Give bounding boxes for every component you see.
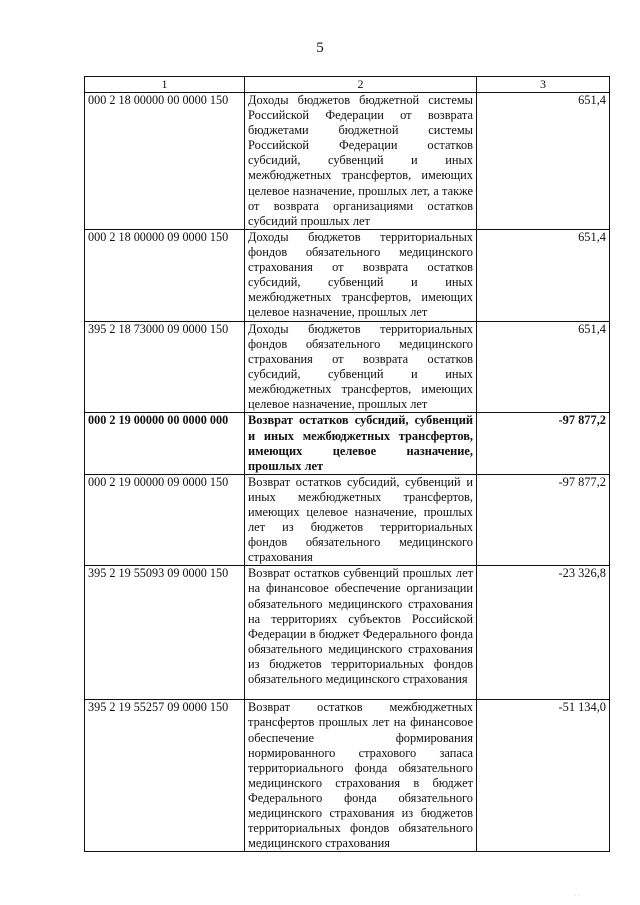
table-row — [85, 413, 610, 474]
table-row — [85, 700, 610, 852]
description-cell: Доходы бюджетов территориальных фондов обязательного медицинского страхования от возврата остатков субсидий, субвенций и иных межбюджетных трансфертов, имеющих целевое назначение, прошлых лет — [245, 321, 477, 413]
amount-cell: -23 326,8 — [477, 566, 610, 700]
amount-cell: 651,4 — [477, 321, 610, 413]
budget-code-cell: 000 2 18 00000 09 0000 150 — [85, 229, 245, 321]
budget-code-cell: 000 2 19 00000 09 0000 150 — [85, 474, 245, 566]
budget-code-cell: 395 2 19 55093 09 0000 150 — [85, 566, 245, 700]
amount-cell: -51 134,0 — [477, 700, 610, 852]
page-number: 5 — [316, 40, 324, 56]
table-row — [85, 93, 610, 230]
table-row — [85, 229, 610, 321]
description-cell: Доходы бюджетов бюджетной системы Российской Федерации от возврата бюджетами бюджетной системы Российской Федерации остатков субсидий, субвенций и иных межбюджетных трансфертов, имеющих целевое назначение, прошлых лет, а также от возврата организациями остатков субсидий прошлых лет — [245, 93, 477, 230]
description-cell: Доходы бюджетов территориальных фондов обязательного медицинского страхования от возврата остатков субсидий, субвенций и иных межбюджетных трансфертов, имеющих целевое назначение, прошлых лет — [245, 229, 477, 321]
table-row — [85, 474, 610, 566]
margin-mark: · · — [574, 893, 580, 899]
table-header-row — [85, 77, 610, 93]
budget-revenue-table — [84, 76, 610, 852]
amount-cell: 651,4 — [477, 229, 610, 321]
description-cell: Возврат остатков межбюджетных трансфертов прошлых лет на финансовое обеспечение формирования нормированного страхового запаса территориального фонда обязательного медицинского страхования в бюджет Федерального фонда обязательного медицинского страхования из бюджетов территориальных фондов обязательного медицинского страхования — [245, 700, 477, 852]
header-column-3: 3 — [477, 77, 610, 93]
amount-cell: 651,4 — [477, 93, 610, 230]
header-column-2: 2 — [245, 77, 477, 93]
header-column-1: 1 — [85, 77, 245, 93]
description-cell: Возврат остатков субсидий, субвенций и иных межбюджетных трансфертов, имеющих целевое назначение, прошлых лет — [245, 413, 477, 474]
amount-cell: -97 877,2 — [477, 474, 610, 566]
budget-code-cell: 395 2 18 73000 09 0000 150 — [85, 321, 245, 413]
budget-code-cell: 000 2 19 00000 00 0000 000 — [85, 413, 245, 474]
description-cell: Возврат остатков субсидий, субвенций и иных межбюджетных трансфертов, имеющих целевое назначение, прошлых лет из бюджетов территориальных фондов обязательного медицинского страхования — [245, 474, 477, 566]
table-row — [85, 321, 610, 413]
budget-code-cell: 395 2 19 55257 09 0000 150 — [85, 700, 245, 852]
table-row — [85, 566, 610, 700]
amount-cell: -97 877,2 — [477, 413, 610, 474]
budget-code-cell: 000 2 18 00000 00 0000 150 — [85, 93, 245, 230]
description-cell: Возврат остатков субвенций прошлых лет на финансовое обеспечение организации обязательного медицинского страхования на территориях субъектов Российской Федерации в бюджет Федерального фонда обязательного медицинского страхования из бюджетов территориальных фондов обязательного медицинского страхования — [245, 566, 477, 700]
